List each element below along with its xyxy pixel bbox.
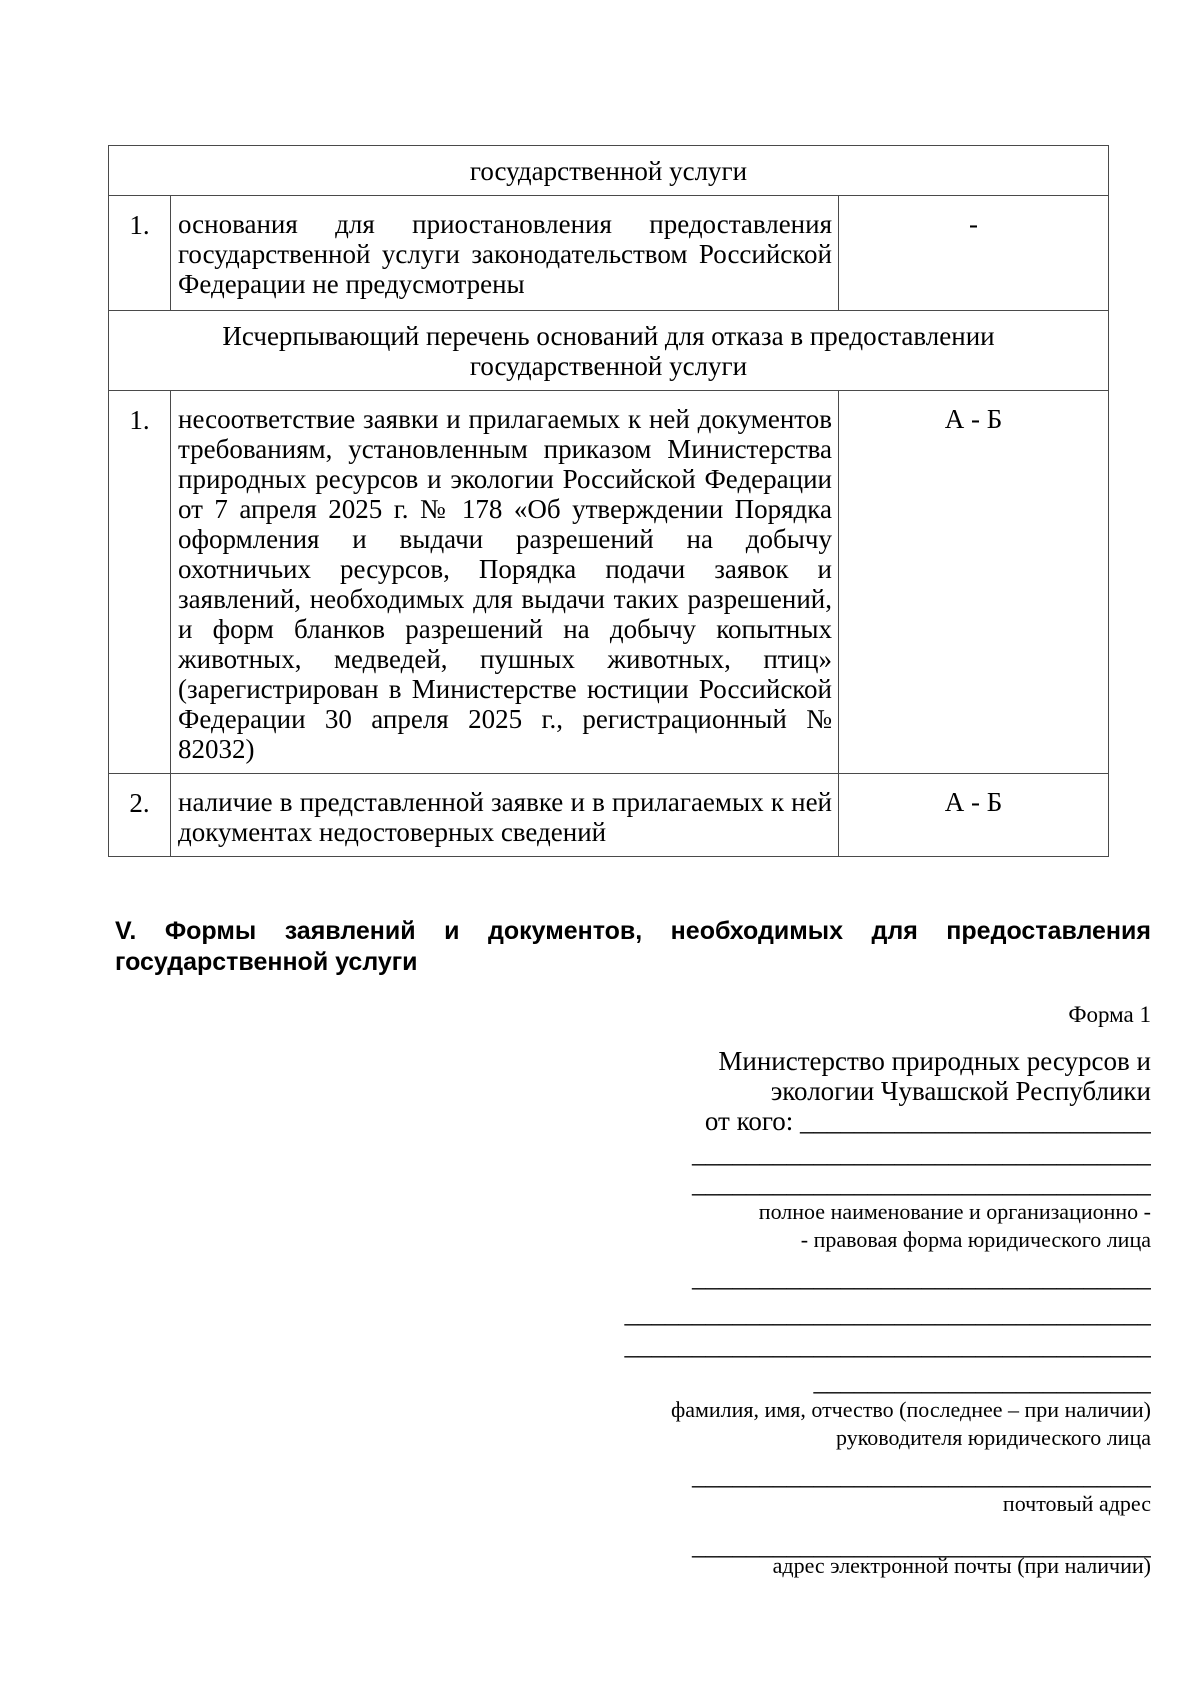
table-section-title: Исчерпывающий перечень оснований для отказа в предоставлении государственной услуги xyxy=(109,311,1109,391)
row-number: 1. xyxy=(109,391,171,774)
table-section-header xyxy=(109,146,1109,196)
recipient-line-2: экологии Чувашской Республики xyxy=(770,1076,1151,1106)
table-section-header xyxy=(109,311,1109,391)
row-code: А - Б xyxy=(839,774,1109,857)
from-line xyxy=(591,1106,1151,1136)
from-label: от кого: xyxy=(704,1106,800,1136)
from-blank: __________________________ xyxy=(800,1106,1151,1136)
grounds-table xyxy=(108,145,1109,857)
row-text: несоответствие заявки и прилагаемых к ней документов требованиям, установленным приказом Министерства природных ресурсов и экологии Российской Федерации от 7 апреля 2025 г. № 178 «Об утверждении Порядка оформления и выдачи разрешений на добычу охотничьих ресурсов, Порядка подачи заявок и заявлений, необходимых для выдачи таких разрешений, и форм бланков разрешений на добычу копытных животных, медведей, пушных животных, птиц» (зарегистрирован в Министерстве юстиции Российской Федерации 30 апреля 2025 г., регистрационный № 82032) xyxy=(171,391,839,774)
blank-line: __________________________________ xyxy=(692,1168,1151,1198)
application-form-header xyxy=(591,1000,1151,1580)
table-row xyxy=(109,774,1109,857)
table-section-title: государственной услуги xyxy=(109,146,1109,196)
form-number: Форма 1 xyxy=(1068,1002,1151,1027)
blank-line: __________________________________ xyxy=(692,1460,1151,1490)
hint-org-name: полное наименование и организационно - xyxy=(758,1199,1151,1224)
section-heading: V. Формы заявлений и документов, необходимых для предоставления государственной услуги xyxy=(115,917,1151,976)
table-row xyxy=(109,196,1109,311)
hint-head-name: фамилия, имя, отчество (последнее – при наличии) xyxy=(670,1397,1151,1422)
hint-org-form: - правовая форма юридического лица xyxy=(800,1227,1151,1252)
row-text: основания для приостановления предоставления государственной услуги законодательством Российской Федерации не предусмотрены xyxy=(171,196,839,311)
blank-line: _______________________________________ xyxy=(624,1298,1151,1328)
blank-line: __________________________________ xyxy=(692,1138,1151,1168)
row-number: 2. xyxy=(109,774,171,857)
table-row xyxy=(109,391,1109,774)
hint-head-position: руководителя юридического лица xyxy=(836,1425,1151,1450)
row-code: А - Б xyxy=(839,391,1109,774)
hint-postal-address: почтовый адрес xyxy=(1002,1491,1151,1516)
blank-line: _______________________________________ xyxy=(624,1330,1151,1360)
blank-line: __________________________________ xyxy=(692,1262,1151,1292)
hint-email: адрес электронной почты (при наличии) xyxy=(772,1553,1151,1578)
row-number: 1. xyxy=(109,196,171,311)
recipient-line-1: Министерство природных ресурсов и xyxy=(718,1046,1151,1076)
blank-line: __________________________________ xyxy=(692,1530,1151,1560)
row-text: наличие в представленной заявке и в прилагаемых к ней документах недостоверных сведений xyxy=(171,774,839,857)
row-code: - xyxy=(839,196,1109,311)
blank-line: _________________________ xyxy=(813,1366,1151,1396)
